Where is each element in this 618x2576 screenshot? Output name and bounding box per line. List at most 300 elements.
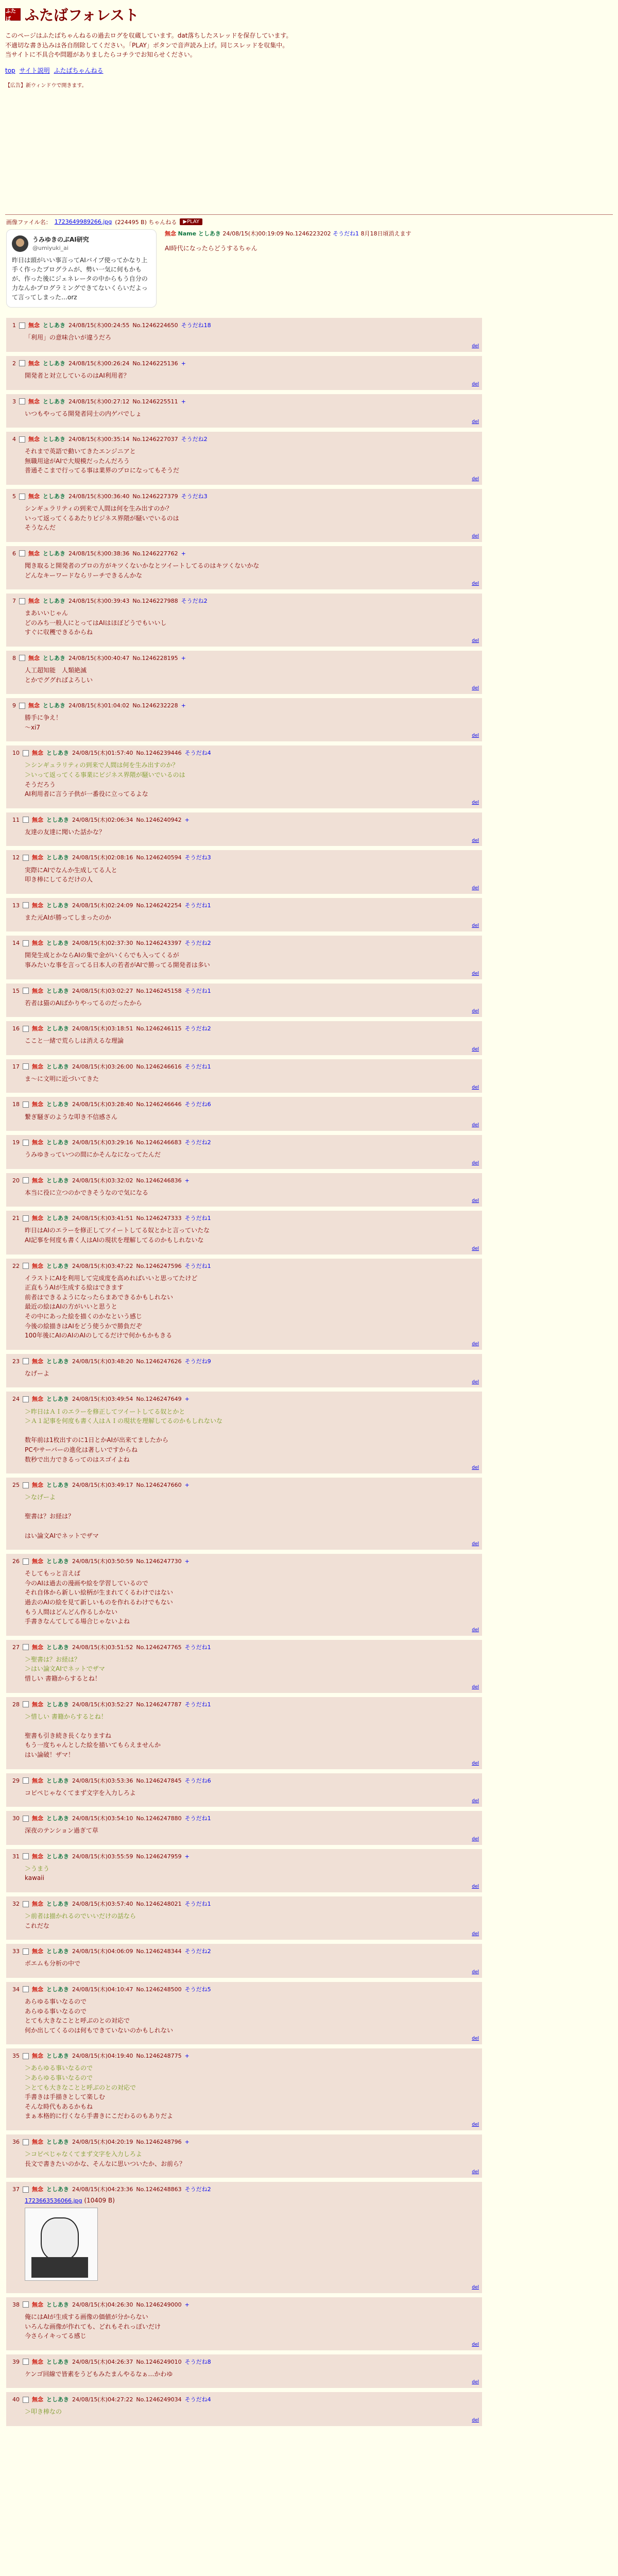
sodane-button[interactable]: + xyxy=(184,816,190,823)
reply-index: 36 xyxy=(12,2138,20,2145)
reply-index: 8 xyxy=(12,654,16,662)
reply-post xyxy=(6,1478,612,1550)
sodane-button[interactable]: + xyxy=(184,1177,190,1184)
delete-link[interactable]: del xyxy=(472,1341,479,1347)
body-line: シンギュラリティの到来で人間は何を生み出すのか？ xyxy=(25,505,173,513)
reply-index: 28 xyxy=(12,1701,20,1708)
reply-index: 40 xyxy=(12,2396,20,2403)
sodane-button[interactable]: そうだね4 xyxy=(184,750,211,757)
sodane-button[interactable]: + xyxy=(181,654,186,662)
sodane-button[interactable]: そうだね1 xyxy=(184,1701,211,1708)
delete-link[interactable]: del xyxy=(472,1931,479,1937)
delete-checkbox[interactable] xyxy=(19,703,25,709)
delete-link[interactable]: del xyxy=(472,2122,479,2128)
reply-number[interactable]: No.1246240594 xyxy=(136,854,182,861)
reply-post xyxy=(6,394,612,428)
reply-post xyxy=(6,651,612,694)
reply-name: としあき xyxy=(46,1396,69,1403)
sodane-button[interactable]: そうだね2 xyxy=(184,1948,211,1955)
reply-number[interactable]: No.1246246115 xyxy=(136,1025,182,1032)
reply-name: としあき xyxy=(46,2053,69,2060)
body-line: これだな xyxy=(25,1922,50,1929)
sodane-button[interactable]: そうだね1 xyxy=(184,1262,211,1269)
delete-checkbox[interactable] xyxy=(23,2053,29,2059)
delete-checkbox[interactable] xyxy=(23,750,29,756)
reply-number[interactable]: No.1246248775 xyxy=(136,2053,182,2060)
reply-subject: 無念 xyxy=(32,902,43,909)
delete-link[interactable]: del xyxy=(472,800,479,805)
avatar xyxy=(12,235,28,252)
reply-body xyxy=(25,2312,478,2341)
reply-datetime: 24/08/15(木)01:04:02 xyxy=(68,702,130,709)
delete-link[interactable]: del xyxy=(472,1799,479,1804)
sodane-button[interactable]: そうだね1 xyxy=(184,1063,211,1070)
reply-number[interactable]: No.1246248863 xyxy=(136,2186,182,2193)
reply-post xyxy=(6,745,612,808)
delete-link[interactable]: del xyxy=(472,1046,479,1052)
reply-name: としあき xyxy=(46,1063,69,1070)
reply-number[interactable]: No.1246247626 xyxy=(136,1358,182,1365)
reply-datetime: 24/08/15(木)00:26:24 xyxy=(68,360,130,367)
delete-link[interactable]: del xyxy=(472,1627,479,1633)
delete-checkbox[interactable] xyxy=(23,1701,29,1707)
op-name: Name としあき xyxy=(178,230,221,237)
reply-header xyxy=(12,597,478,605)
reply-index: 29 xyxy=(12,1777,20,1784)
reply-number[interactable]: No.1246248344 xyxy=(136,1948,182,1955)
reply-number[interactable]: No.1246224650 xyxy=(132,322,178,329)
delete-checkbox[interactable] xyxy=(23,855,29,861)
reply-number[interactable]: No.1246246616 xyxy=(136,1063,182,1070)
reply-number[interactable]: No.1246247730 xyxy=(136,1558,182,1565)
sodane-button[interactable]: そうだね8 xyxy=(184,2358,211,2365)
delete-link[interactable]: del xyxy=(472,2342,479,2347)
reply-number[interactable]: No.1246227037 xyxy=(132,436,178,443)
delete-link[interactable]: del xyxy=(472,1084,479,1090)
reply-number[interactable]: No.1246245158 xyxy=(136,987,182,994)
reply-subject: 無念 xyxy=(32,2053,43,2060)
reply-datetime: 24/08/15(木)03:51:52 xyxy=(72,1643,133,1651)
reply-body xyxy=(25,1369,478,1379)
reply-subject: 無念 xyxy=(32,1986,43,1993)
reply-number[interactable]: No.1246248021 xyxy=(136,1901,182,1908)
body-line: PCやサーバーの進化は著しいですからね xyxy=(25,1446,138,1453)
delete-link[interactable]: del xyxy=(472,1970,479,1975)
reply-datetime: 24/08/15(木)04:26:37 xyxy=(72,2358,133,2365)
reply-subject: 無念 xyxy=(32,1643,43,1651)
reply-name: としあき xyxy=(46,2358,69,2365)
op-file-link[interactable]: 1723649989266.jpg xyxy=(54,218,112,226)
sodane-button[interactable]: そうだね2 xyxy=(181,436,208,443)
reply-number[interactable]: No.1246247880 xyxy=(136,1815,182,1822)
delete-link[interactable]: del xyxy=(472,733,479,739)
reply-subject: 無念 xyxy=(32,1396,43,1403)
delete-checkbox[interactable] xyxy=(23,1140,29,1146)
reply-number[interactable]: No.1246239446 xyxy=(136,750,182,757)
reply-number[interactable]: No.1246247333 xyxy=(136,1215,182,1222)
reply-post xyxy=(6,1354,612,1388)
delete-link[interactable]: del xyxy=(472,638,479,643)
reply-name: としあき xyxy=(46,987,69,994)
sodane-button[interactable]: そうだね2 xyxy=(184,1025,211,1032)
delete-link[interactable]: del xyxy=(472,885,479,891)
reply-image-link[interactable]: 1723663536066.jpg xyxy=(25,2197,82,2205)
delete-checkbox[interactable] xyxy=(23,1482,29,1488)
reply-number[interactable]: No.1246248796 xyxy=(136,2138,182,2145)
sodane-button[interactable]: そうだね2 xyxy=(184,940,211,947)
delete-checkbox[interactable] xyxy=(23,2397,29,2403)
body-line: いつもやってる開発者同士の内ゲバでしょ xyxy=(25,410,142,417)
reply-name: としあき xyxy=(46,1948,69,1955)
reply-body xyxy=(25,1150,478,1160)
delete-checkbox[interactable] xyxy=(23,988,29,994)
reply-post xyxy=(6,2392,612,2426)
delete-checkbox[interactable] xyxy=(19,436,25,443)
reply-number[interactable]: No.1246232228 xyxy=(132,702,178,709)
delete-link[interactable]: del xyxy=(472,2284,479,2290)
delete-link[interactable]: del xyxy=(472,1198,479,1204)
delete-checkbox[interactable] xyxy=(23,2359,29,2365)
sodane-button[interactable]: そうだね4 xyxy=(184,2396,211,2403)
reply-body xyxy=(25,561,478,580)
sodane-button[interactable]: + xyxy=(181,398,186,405)
reply-name: としあき xyxy=(46,1853,69,1860)
delete-checkbox[interactable] xyxy=(19,655,25,661)
reply-subject: 無念 xyxy=(32,854,43,861)
sodane-button[interactable]: そうだね2 xyxy=(184,1139,211,1146)
delete-checkbox[interactable] xyxy=(23,1026,29,1032)
reply-body xyxy=(25,333,478,343)
reply-index: 30 xyxy=(12,1815,20,1822)
body-line: どのみち一般人にとってはAIはほぼどうでもいいし xyxy=(25,619,167,626)
body-line: 数年前は1枚出すのに1日とかAIが出来てましたから xyxy=(25,1436,169,1444)
sodane-button[interactable]: そうだね2 xyxy=(184,2186,211,2193)
reply-post xyxy=(6,1392,612,1473)
reply-datetime: 24/08/15(木)00:40:47 xyxy=(68,654,130,662)
delete-checkbox[interactable] xyxy=(23,2301,29,2308)
reply-number[interactable]: No.1246227379 xyxy=(132,493,178,500)
delete-link[interactable]: del xyxy=(472,477,479,482)
op-subject: 無念 xyxy=(165,230,176,237)
reply-subject: 無念 xyxy=(32,1177,43,1184)
delete-checkbox[interactable] xyxy=(19,494,25,500)
delete-checkbox[interactable] xyxy=(23,902,29,908)
delete-link[interactable]: del xyxy=(472,533,479,539)
delete-link[interactable]: del xyxy=(472,381,479,387)
delete-checkbox[interactable] xyxy=(23,1358,29,1364)
reply-number[interactable]: No.1246247660 xyxy=(136,1482,182,1489)
reply-name: としあき xyxy=(46,854,69,861)
delete-checkbox[interactable] xyxy=(19,598,25,604)
tweet-author: うみゆきのぶAI研究 xyxy=(32,235,89,243)
reply-header xyxy=(12,1700,478,1709)
delete-link[interactable]: del xyxy=(472,581,479,587)
site-logo[interactable]: ふたば xyxy=(5,8,21,21)
reply-datetime: 24/08/15(木)00:27:12 xyxy=(68,398,130,405)
body-line: ～xi7 xyxy=(25,723,41,731)
sodane-button[interactable]: そうだね3 xyxy=(184,854,211,861)
delete-checkbox[interactable] xyxy=(23,1644,29,1650)
body-line: 勝手に争え！ xyxy=(25,714,62,722)
reply-header xyxy=(12,1100,478,1109)
reply-post xyxy=(6,2182,612,2293)
reply-number[interactable]: No.1246249034 xyxy=(136,2396,182,2403)
delete-link[interactable]: del xyxy=(472,2036,479,2042)
op-number[interactable]: No.1246223202 xyxy=(285,230,331,237)
reply-thumbnail[interactable] xyxy=(25,2208,98,2281)
reply-post xyxy=(6,1849,612,1892)
reply-number[interactable]: No.1246247596 xyxy=(136,1262,182,1269)
reply-number[interactable]: No.1246228195 xyxy=(132,654,178,662)
reply-number[interactable]: No.1246242254 xyxy=(136,902,182,909)
delete-checkbox[interactable] xyxy=(23,1558,29,1565)
reply-name: としあき xyxy=(46,1558,69,1565)
reply-name: としあき xyxy=(46,750,69,757)
reply-body xyxy=(25,1655,478,1684)
delete-link[interactable]: del xyxy=(472,1836,479,1842)
reply-header xyxy=(12,2185,478,2194)
delete-checkbox[interactable] xyxy=(23,2187,29,2193)
sodane-button[interactable]: + xyxy=(184,1396,190,1403)
sodane-button[interactable]: そうだね18 xyxy=(181,322,211,329)
body-line: 繋ぎ騒ぎのような叩き不信感さん xyxy=(25,1113,118,1121)
reply-post xyxy=(6,898,612,932)
reply-body xyxy=(25,1712,478,1760)
delete-checkbox[interactable] xyxy=(23,1063,29,1070)
reply-number[interactable]: No.1246247787 xyxy=(136,1701,182,1708)
reply-subject: 無念 xyxy=(32,940,43,947)
reply-number[interactable]: No.1246246683 xyxy=(136,1139,182,1146)
delete-link[interactable]: del xyxy=(472,343,479,349)
reply-index: 34 xyxy=(12,1986,20,1993)
op-datetime: 24/08/15(木)00:19:09 xyxy=(222,230,284,237)
sodane-button[interactable]: + xyxy=(181,360,186,367)
reply-body xyxy=(25,1997,478,2035)
delete-checkbox[interactable] xyxy=(19,550,25,556)
delete-checkbox[interactable] xyxy=(23,1986,29,1992)
sodane-button[interactable]: そうだね6 xyxy=(184,1101,211,1108)
delete-checkbox[interactable] xyxy=(23,1777,29,1784)
body-line: それ自体から新しい絵柄が生まれてくるわけではない xyxy=(25,1589,174,1597)
reply-name: としあき xyxy=(46,1139,69,1146)
quote-line: ＞あらゆる事いなるので xyxy=(25,2074,93,2082)
sodane-button[interactable]: + xyxy=(184,2053,190,2060)
delete-checkbox[interactable] xyxy=(23,940,29,946)
reply-number[interactable]: No.1246243397 xyxy=(136,940,182,947)
delete-checkbox[interactable] xyxy=(23,1948,29,1955)
reply-header xyxy=(12,939,478,947)
reply-name: としあき xyxy=(43,493,65,500)
nav-top-link[interactable]: top xyxy=(5,66,15,74)
reply-number[interactable]: No.1246246646 xyxy=(136,1101,182,1108)
delete-link[interactable]: del xyxy=(472,2380,479,2385)
reply-datetime: 24/08/15(木)03:26:00 xyxy=(72,1063,133,1070)
delete-checkbox[interactable] xyxy=(23,1101,29,1108)
delete-link[interactable]: del xyxy=(472,1246,479,1251)
body-line: 聖書も引き続き長くなりますね xyxy=(25,1732,112,1739)
sodane-button[interactable]: + xyxy=(184,1482,190,1489)
reply-name: としあき xyxy=(46,2301,69,2308)
delete-link[interactable]: del xyxy=(472,1684,479,1690)
nav-futaba-link[interactable]: ふたばちゃんねる xyxy=(54,66,104,74)
delete-checkbox[interactable] xyxy=(19,323,25,329)
sodane-button[interactable]: + xyxy=(184,2301,190,2308)
sodane-button[interactable]: そうだね9 xyxy=(184,1358,211,1365)
delete-checkbox[interactable] xyxy=(23,1901,29,1907)
reply-body xyxy=(25,913,478,923)
reply-datetime: 24/08/15(木)04:20:19 xyxy=(72,2138,133,2145)
reply-index: 19 xyxy=(12,1139,20,1146)
reply-number[interactable]: No.1246246836 xyxy=(136,1177,182,1184)
reply-subject: 無念 xyxy=(32,1358,43,1365)
tweet-image[interactable] xyxy=(6,229,157,308)
delete-checkbox[interactable] xyxy=(23,1816,29,1822)
delete-link[interactable]: del xyxy=(472,686,479,691)
delete-checkbox[interactable] xyxy=(23,1853,29,1859)
sodane-button[interactable]: そうだね1 xyxy=(184,1643,211,1651)
reply-header xyxy=(12,701,478,710)
body-line: いろんな画像が作れても、どれもそれっぽいだけ xyxy=(25,2323,161,2330)
reply-subject: 無念 xyxy=(32,1025,43,1032)
reply-header xyxy=(12,1481,478,1489)
reply-index: 12 xyxy=(12,854,20,861)
reply-body xyxy=(25,998,478,1008)
reply-number[interactable]: No.1246227762 xyxy=(132,550,178,557)
delete-link[interactable]: del xyxy=(472,1465,479,1471)
reply-number[interactable]: No.1246247649 xyxy=(136,1396,182,1403)
reply-header xyxy=(12,987,478,995)
reply-name: としあき xyxy=(46,1701,69,1708)
reply-number[interactable]: No.1246240942 xyxy=(136,816,182,823)
reply-header xyxy=(12,2300,478,2309)
reply-post xyxy=(6,432,612,485)
delete-checkbox[interactable] xyxy=(23,1177,29,1183)
delete-link[interactable]: del xyxy=(472,2170,479,2175)
sodane-button[interactable]: そうだね1 xyxy=(184,1901,211,1908)
nav-links xyxy=(5,66,613,75)
reply-subject: 無念 xyxy=(32,1215,43,1222)
delete-link[interactable]: del xyxy=(472,1009,479,1014)
sodane-button[interactable]: そうだね5 xyxy=(184,1986,211,1993)
reply-post xyxy=(6,546,612,589)
delete-link[interactable]: del xyxy=(472,1160,479,1166)
reply-post xyxy=(6,1097,612,1131)
sodane-button[interactable]: + xyxy=(184,2138,190,2145)
sodane-button[interactable]: そうだね6 xyxy=(184,1777,211,1784)
sodane-button[interactable]: そうだね3 xyxy=(181,493,208,500)
reply-subject: 無念 xyxy=(28,436,40,443)
tweet-handle: @umiyuki_ai xyxy=(32,244,68,251)
body-line: 叩き棒にしてるだけの人 xyxy=(25,876,93,884)
reply-number[interactable]: No.1246249010 xyxy=(136,2358,182,2365)
reply-body xyxy=(25,2149,478,2168)
reply-name: としあき xyxy=(46,2138,69,2145)
reply-index: 31 xyxy=(12,1853,20,1860)
reply-name: としあき xyxy=(46,1986,69,1993)
reply-datetime: 24/08/15(木)03:49:54 xyxy=(72,1396,133,1403)
sodane-button[interactable]: + xyxy=(181,550,186,557)
reply-number[interactable]: No.1246225511 xyxy=(132,398,178,405)
play-button[interactable]: ▶PLAY xyxy=(180,218,202,225)
sodane-button[interactable]: そうだね1 xyxy=(184,1815,211,1822)
delete-link[interactable]: del xyxy=(472,923,479,929)
sodane-button[interactable]: + xyxy=(181,702,186,709)
delete-link[interactable]: del xyxy=(472,1123,479,1128)
reply-body xyxy=(25,1226,478,1245)
delete-checkbox[interactable] xyxy=(23,1396,29,1402)
reply-post xyxy=(6,1697,612,1769)
reply-number[interactable]: No.1246247959 xyxy=(136,1853,182,1860)
reply-number[interactable]: No.1246247765 xyxy=(136,1643,182,1651)
nav-about-link[interactable]: サイト説明 xyxy=(19,66,50,74)
reply-number[interactable]: No.1246227988 xyxy=(132,598,178,605)
reply-name: としあき xyxy=(43,702,65,709)
delete-link[interactable]: del xyxy=(472,838,479,843)
delete-link[interactable]: del xyxy=(472,971,479,976)
body-line: はい論破！ザマ！ xyxy=(25,1751,75,1758)
reply-body xyxy=(25,1826,478,1836)
reply-header xyxy=(12,1176,478,1185)
quote-line: ＞シンギュラリティの到来で人間は何を生み出すのか？ xyxy=(25,761,179,769)
body-line: 普通そこまで行ってる事は業界のプロになってもそうだ xyxy=(25,467,180,474)
delete-checkbox[interactable] xyxy=(23,817,29,823)
reply-number[interactable]: No.1246247845 xyxy=(136,1777,182,1784)
body-line: そんな時代もあるかもね xyxy=(25,2103,93,2110)
sodane-button[interactable]: そうだね1 xyxy=(184,902,211,909)
delete-link[interactable]: del xyxy=(472,2418,479,2424)
delete-link[interactable]: del xyxy=(472,419,479,425)
reply-body xyxy=(25,1864,478,1883)
reply-body xyxy=(25,2407,478,2417)
reply-datetime: 24/08/15(木)04:26:30 xyxy=(72,2301,133,2308)
body-line: ここと一緒で荒らしは消えるな理論 xyxy=(25,1037,124,1045)
delete-checkbox[interactable] xyxy=(23,1215,29,1222)
reply-number[interactable]: No.1246249000 xyxy=(136,2301,182,2308)
sodane-button[interactable]: そうだね1 xyxy=(184,987,211,994)
delete-link[interactable]: del xyxy=(472,1379,479,1385)
delete-link[interactable]: del xyxy=(472,1541,479,1547)
site-title[interactable]: ふたばフォレスト xyxy=(25,7,139,24)
reply-datetime: 24/08/15(木)03:18:51 xyxy=(72,1025,133,1032)
delete-checkbox[interactable] xyxy=(19,360,25,366)
reply-post xyxy=(6,318,612,352)
reply-post xyxy=(6,1135,612,1169)
delete-checkbox[interactable] xyxy=(19,398,25,404)
reply-name: としあき xyxy=(46,1101,69,1108)
sodane-button[interactable]: + xyxy=(184,1558,190,1565)
body-line: kawaii xyxy=(25,1874,44,1882)
delete-link[interactable]: del xyxy=(472,1884,479,1890)
sodane-button[interactable]: + xyxy=(184,1853,190,1860)
op-sodane[interactable]: そうだね1 xyxy=(333,230,359,237)
reply-name: としあき xyxy=(46,1815,69,1822)
sodane-button[interactable]: そうだね2 xyxy=(181,598,208,605)
body-line: 今さらイキってる感じ xyxy=(25,2332,87,2340)
reply-index: 24 xyxy=(12,1396,20,1403)
delete-checkbox[interactable] xyxy=(23,1263,29,1269)
intro-text: 当サイトに不具合や問題がありましたらコチラでお知らせください。 xyxy=(5,51,196,59)
reply-header xyxy=(12,1357,478,1366)
body-line: 今のAIは過去の漫画や絵を学習しているので xyxy=(25,1579,148,1587)
delete-link[interactable]: del xyxy=(472,1760,479,1766)
sodane-button[interactable]: そうだね1 xyxy=(184,1215,211,1222)
reply-number[interactable]: No.1246248500 xyxy=(136,1986,182,1993)
delete-checkbox[interactable] xyxy=(23,2139,29,2145)
reply-datetime: 24/08/15(木)01:57:40 xyxy=(72,750,133,757)
reply-name: としあき xyxy=(46,1215,69,1222)
reply-number[interactable]: No.1246225136 xyxy=(132,360,178,367)
body-line: そしてもっと言えば xyxy=(25,1570,81,1578)
